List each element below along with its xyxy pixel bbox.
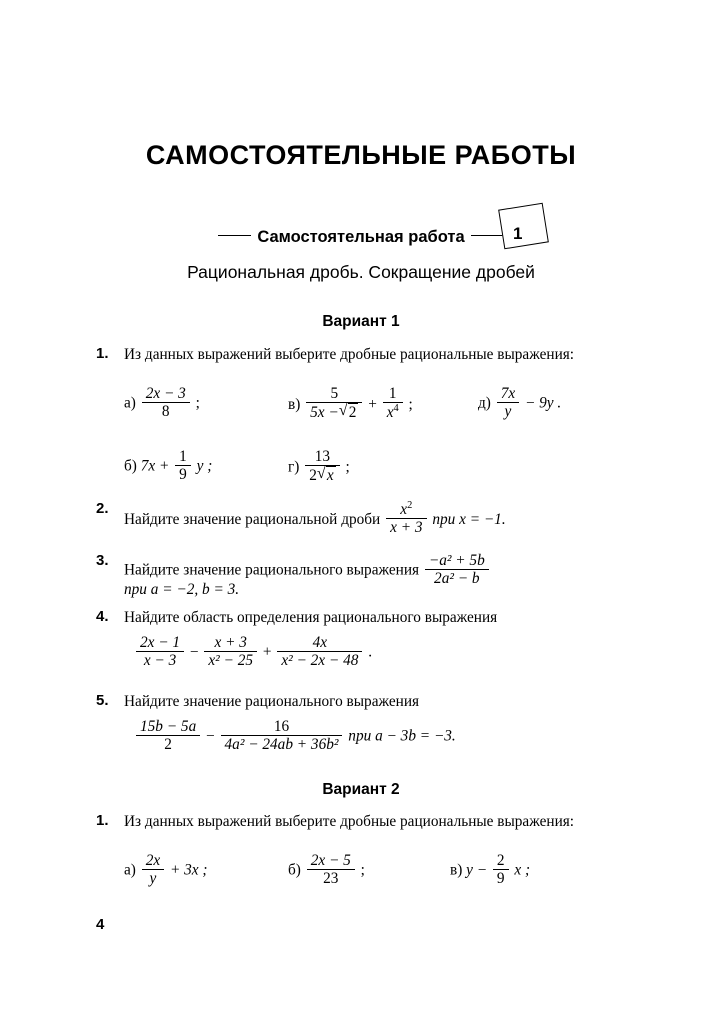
fraction-v2-a-denominator: y [149,870,157,888]
item-label-a: а) [124,861,136,879]
plus-sign: + [262,643,272,661]
fraction-v2-denominator: x [386,404,394,422]
fraction-v-2 [383,385,403,421]
fraction-a-denominator: 8 [161,403,170,421]
task1-item-b [124,448,212,483]
fraction-v2-v-denominator: 9 [496,870,505,888]
fraction-b-denominator: 9 [179,466,187,484]
fraction-t5-2-numerator: 16 [273,718,290,735]
fraction-v2-b-denominator: 23 [323,870,339,888]
task-number: 4. [96,608,109,625]
task-text [124,500,684,536]
fraction-v2-b-numerator: 2x − 5 [310,852,351,869]
work-heading [0,228,722,247]
fraction-t4-1-numerator: 2x − 1 [140,634,181,651]
task5-condition: при a − 3b = −3. [348,727,456,745]
fraction-t5-1-denominator: 2 [164,736,172,754]
fraction-v2-a-numerator: 2x [145,852,161,869]
item-a-tail: ; [195,394,200,412]
heading-rule-left [218,235,251,236]
v2-task1-item-a [124,852,208,887]
item-label-d: д) [478,394,491,412]
fraction-v2-v [493,852,509,887]
v2-task1-item-b [288,852,365,887]
task4-expression [134,634,372,669]
work-heading-label: Самостоятельная работа [257,228,465,246]
item-label-v: в) [288,395,301,413]
topic-title: Рациональная дробь. Сокращение дробей [187,262,535,282]
fraction-task3 [425,552,489,587]
fraction-t5-2-denominator: 4a² − 24ab + 36b² [224,736,339,754]
task3-condition: при a = −2, b = 3. [124,581,240,598]
page-title: САМОСТОЯТЕЛЬНЫЕ РАБОТЫ [145,140,577,170]
task4-tail: . [368,643,373,661]
fraction-b-numerator: 1 [179,448,187,465]
fraction-d-numerator: 7x [500,385,516,402]
fraction-task3-numerator: −a² + 5b [428,552,485,569]
fraction-d [497,385,519,420]
variant-2-label: Вариант 2 [322,781,400,798]
task-text: Найдите значение рационального выражения [124,693,420,710]
task-number: 1. [96,345,109,362]
minus-sign: − [206,727,215,745]
work-number: 1 [513,224,523,243]
fraction-v2-numerator: 1 [388,385,397,402]
fraction-t4-2 [204,634,257,669]
fraction-a-numerator: 2x − 3 [145,385,186,402]
fraction-v-1 [306,385,362,422]
item-label-g: г) [288,458,300,476]
fraction-g-denominator-prefix: 2 [309,467,317,485]
item-g-tail: ; [345,458,350,476]
item-v-prefix: y − [466,861,488,879]
item-d-tail: − 9y . [525,394,562,412]
fraction-task2-denominator: x + 3 [390,519,423,537]
fraction-a [142,385,190,420]
fraction-task2-numerator-exponent: 2 [407,500,413,511]
work-number-box [498,203,549,250]
sqrt-radicand: 2 [348,404,357,422]
fraction-task2 [386,500,426,536]
task-text: Найдите область определения рационального выражения [124,609,498,626]
minus-sign: − [189,643,199,661]
fraction-t4-3-denominator: x² − 2x − 48 [281,652,359,670]
fraction-t4-2-denominator: x² − 25 [208,652,254,670]
heading-rule-right [471,235,504,236]
fraction-t5-2 [221,718,343,753]
item-label-b: б) [288,861,301,879]
item-v-tail: x ; [514,861,531,879]
fraction-g-numerator: 13 [314,448,331,465]
fraction-task3-denominator: 2a² − b [434,570,480,588]
fraction-g [305,448,339,485]
task3-text-1: Найдите значение рационального выражения [124,561,420,579]
fraction-v2-a [142,852,164,887]
fraction-t5-1-numerator: 15b − 5a [140,718,197,735]
plus-sign: + [368,395,377,413]
fraction-t4-1-denominator: x − 3 [143,652,177,670]
variant-1-label: Вариант 1 [322,313,400,330]
fraction-v2-v-numerator: 2 [496,852,505,869]
task1-item-g [288,448,350,485]
fraction-t4-3 [277,634,362,669]
task1-item-v [288,385,413,422]
fraction-b [175,448,191,483]
fraction-t4-2-numerator: x + 3 [214,634,247,651]
sqrt-radicand: x [326,467,334,485]
fraction-v1-denominator-prefix: 5x − [310,404,339,422]
sqrt-icon [317,466,336,485]
item-b-text-1: 7x + [140,457,170,475]
item-b-text-2: y ; [196,457,213,475]
task-text: Из данных выражений выберите дробные рациональные выражения: [124,346,575,363]
task3-text-2 [124,580,239,601]
task-text: Из данных выражений выберите дробные рациональные выражения: [124,813,575,830]
task-number: 2. [96,500,109,517]
fraction-v2-b [307,852,355,887]
item-label-a: а) [124,394,136,412]
item-v-tail: ; [408,395,413,413]
task1-item-d [478,385,561,420]
task-number: 3. [96,552,109,569]
fraction-t5-1 [136,718,200,753]
fraction-v1-numerator: 5 [330,385,339,403]
sqrt-icon [339,403,359,422]
fraction-task2-numerator: x [400,501,408,519]
task2-text-1: Найдите значение рациональной дроби [124,510,381,528]
task-number: 1. [96,812,109,829]
fraction-t4-3-numerator: 4x [312,634,328,651]
v2-task1-item-v [450,852,530,887]
fraction-d-denominator: y [504,403,512,421]
item-label-b: б) [124,457,137,475]
item-label-v: в) [450,861,463,879]
task-number: 5. [96,692,109,709]
page-number: 4 [96,916,105,933]
fraction-t4-1 [136,634,184,669]
item-a-tail: + 3x ; [170,861,208,879]
item-b-tail: ; [360,861,365,879]
task1-item-a [124,385,200,420]
task5-expression [134,718,456,753]
task2-text-2: при x = −1. [432,510,506,528]
fraction-v2-denominator-exponent: 4 [393,403,399,415]
